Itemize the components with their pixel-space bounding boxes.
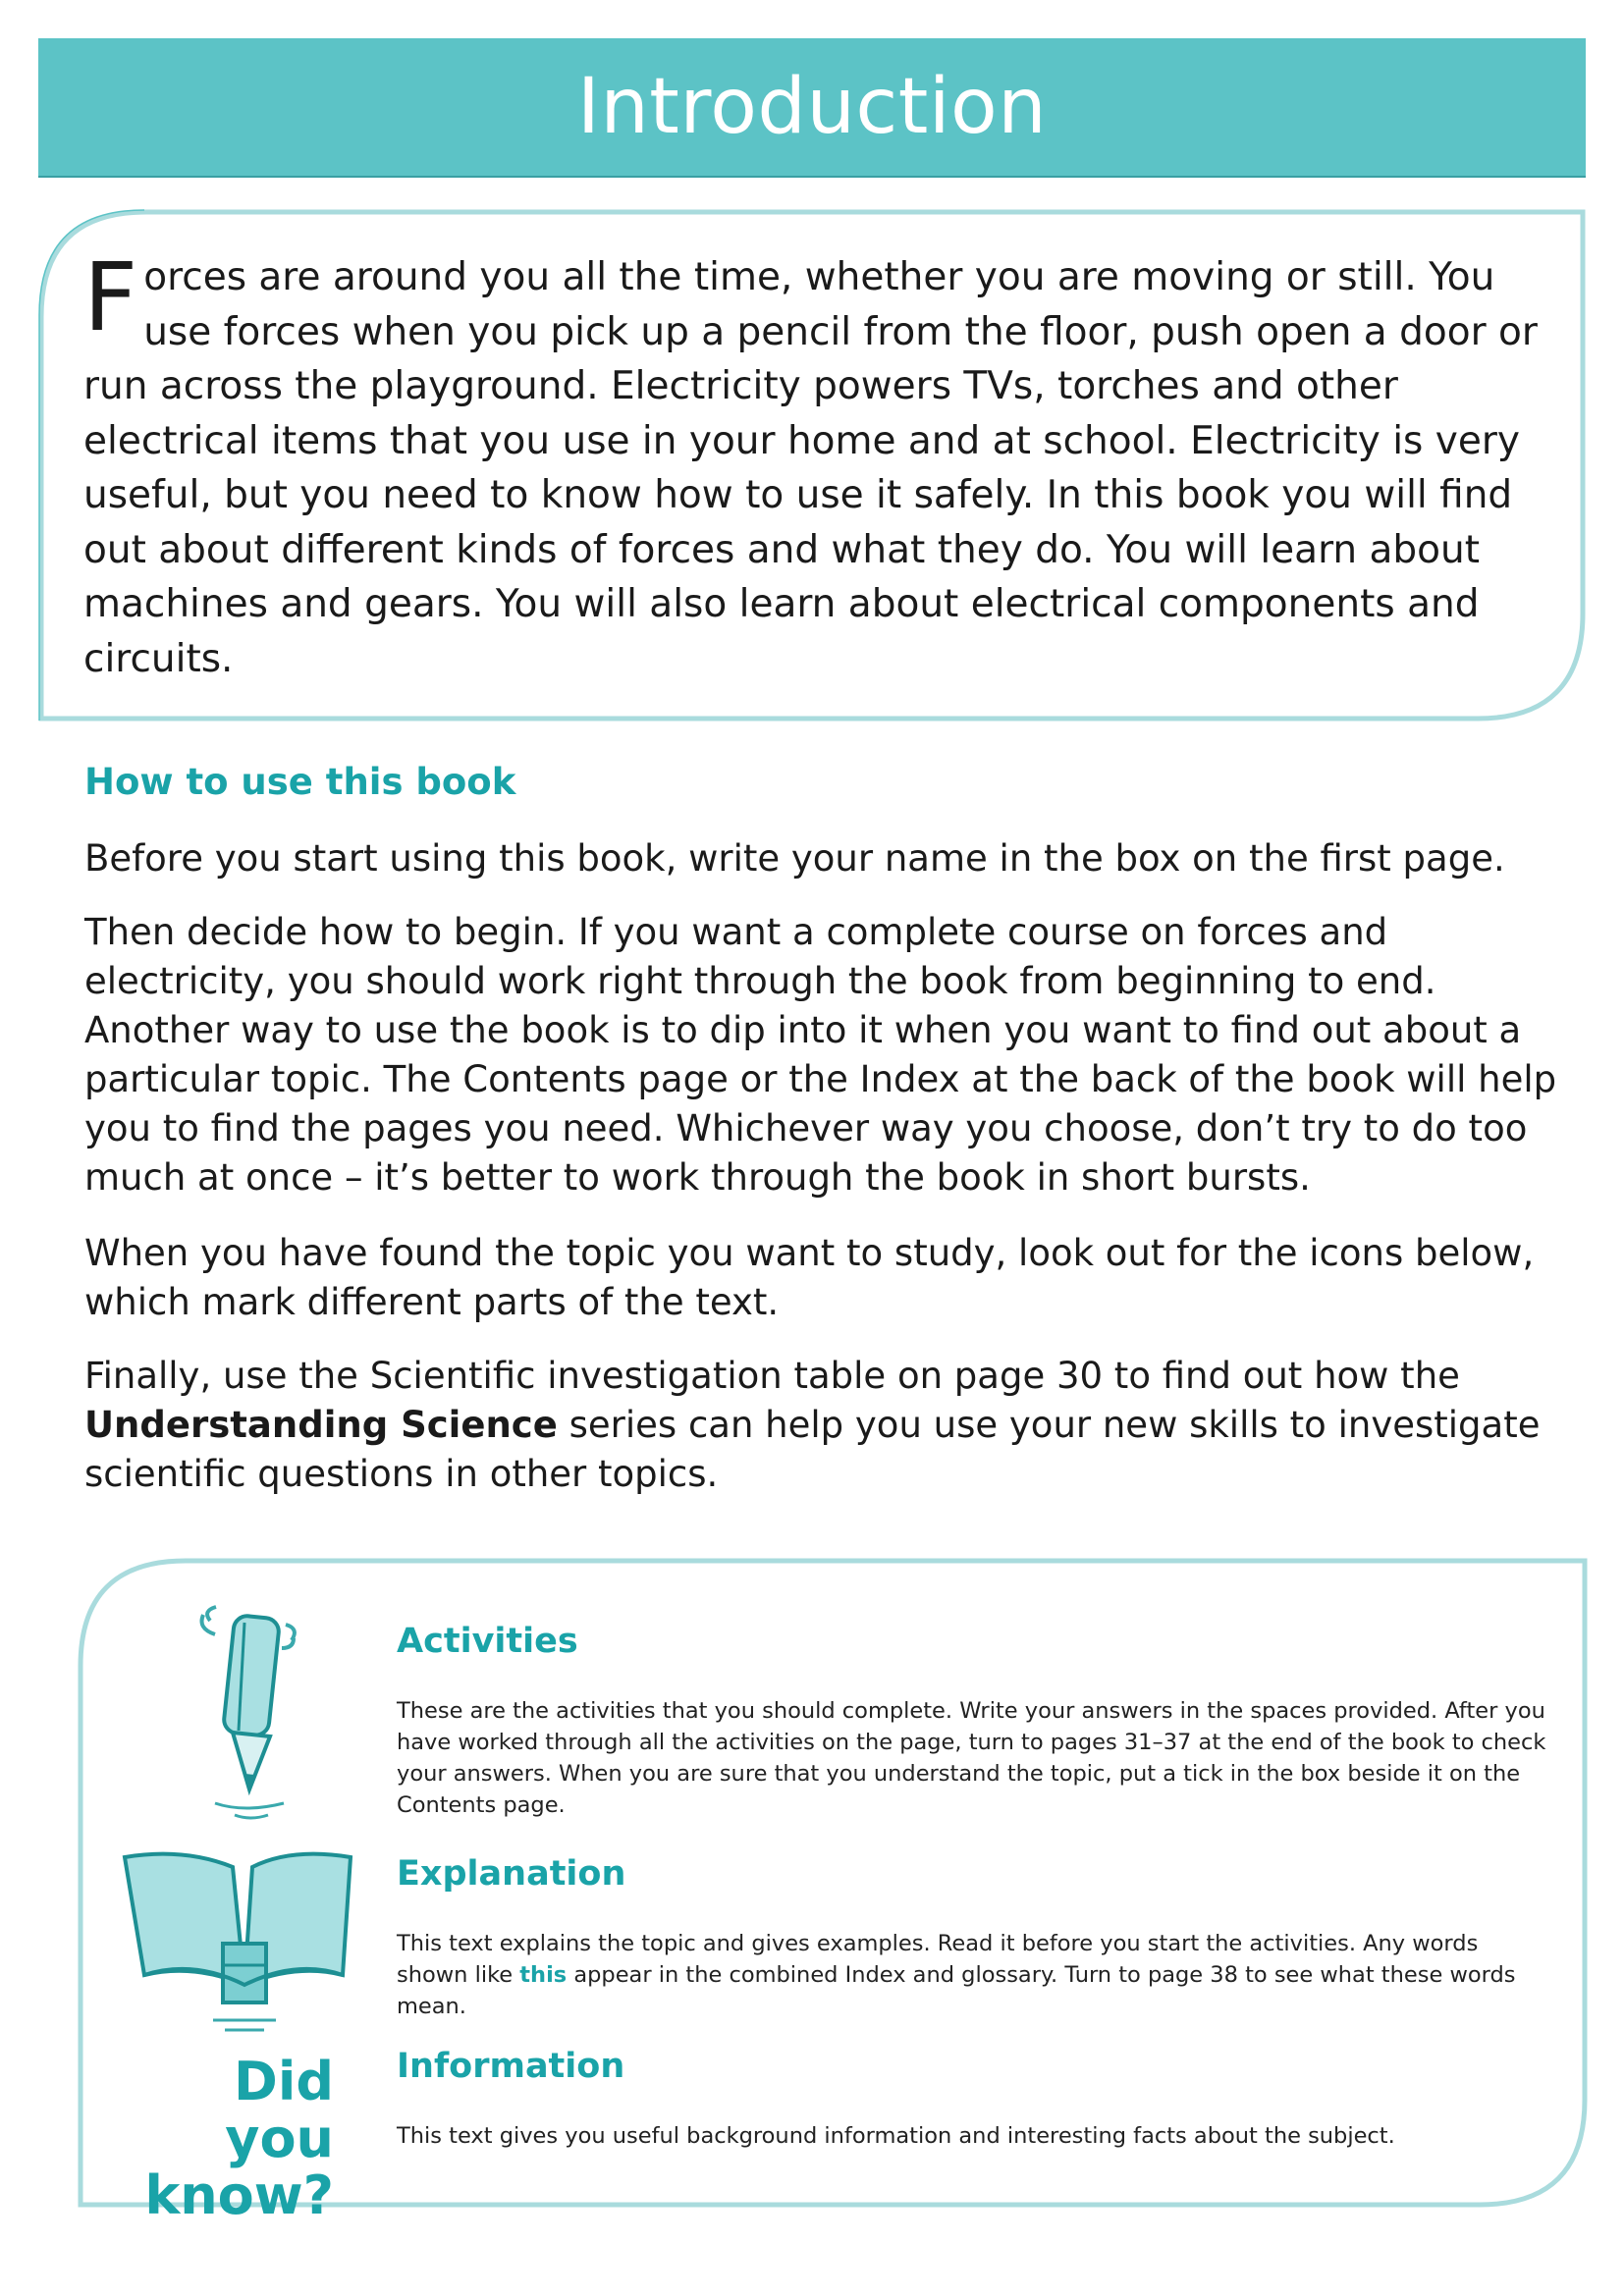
explanation-text-start: This text explains the topic and gives examples. Read it before you start the activities. Any words shown like — [397, 1931, 1479, 1988]
how-to-use-heading: How to use this book — [84, 761, 516, 803]
drop-cap: F — [83, 242, 138, 352]
title-bar — [38, 38, 1586, 178]
did-you-know-line-2: know? — [144, 2164, 334, 2226]
activities-text: These are the activities that you should complete. Write your answers in the spaces provided. After you have worked through all the activities on the page, turn to pages 31–37 at the end of the book to check your answers. When you are sure that you understand the topic, put a tick in the box beside it on the Contents page. — [397, 1698, 1546, 1818]
open-book-icon — [115, 1838, 370, 2034]
information-heading: Information — [397, 2047, 625, 2086]
how-to-use-para-4 — [84, 1352, 1567, 1499]
glossary-word-example: this — [519, 1962, 568, 1988]
activities-heading: Activities — [397, 1622, 578, 1661]
pencil-icon — [156, 1597, 352, 1823]
explanation-heading: Explanation — [397, 1854, 626, 1894]
para-4-text-end: series can help you use your new skills to investigate scientific questions in other topics. — [84, 1404, 1541, 1495]
page-title: Introduction — [576, 63, 1048, 151]
intro-text: orces are around you all the time, whether you are moving or still. You use forces when you pick up a pencil from the floor, push open a door or run across the playground. Electricity powers TVs, torches and other electrical items that you use in your home and at school. Electricity is very useful, but you need to know how to use it safely. In this book you will find out about different kinds of forces and what they do. You will learn about machines and gears. You will also learn about electrical components and circuits. — [83, 255, 1538, 681]
series-name: Understanding Science — [84, 1404, 558, 1446]
did-you-know-line-1: Did you — [225, 2051, 334, 2169]
did-you-know-icon — [118, 2051, 334, 2226]
how-to-use-para-2: Then decide how to begin. If you want a complete course on forces and electricity, you should work right through the book from beginning to end. Another way to use the book is to dip into it when you want to find out about a particular topic. The Contents page or the Index at the back of the book will help you to find the pages you need. Whichever way you choose, don’t try to do too much at once – it’s better to work through the book in short bursts. — [84, 911, 1557, 1199]
explanation-text — [397, 1928, 1555, 2022]
how-to-use-para-3: When you have found the topic you want to study, look out for the icons below, which mark different parts of the text. — [84, 1232, 1535, 1323]
intro-box — [38, 209, 1586, 721]
para-4-text: Finally, use the Scientific investigation table on page 30 to find out how the — [84, 1355, 1460, 1397]
how-to-use-para-1: Before you start using this book, write your name in the box on the first page. — [84, 837, 1505, 880]
explanation-text-end: appear in the combined Index and glossary. Turn to page 38 to see what these words mean. — [397, 1962, 1516, 2019]
intro-paragraph — [83, 242, 1546, 686]
information-text: This text gives you useful background information and interesting facts about the subject. — [397, 2123, 1395, 2149]
